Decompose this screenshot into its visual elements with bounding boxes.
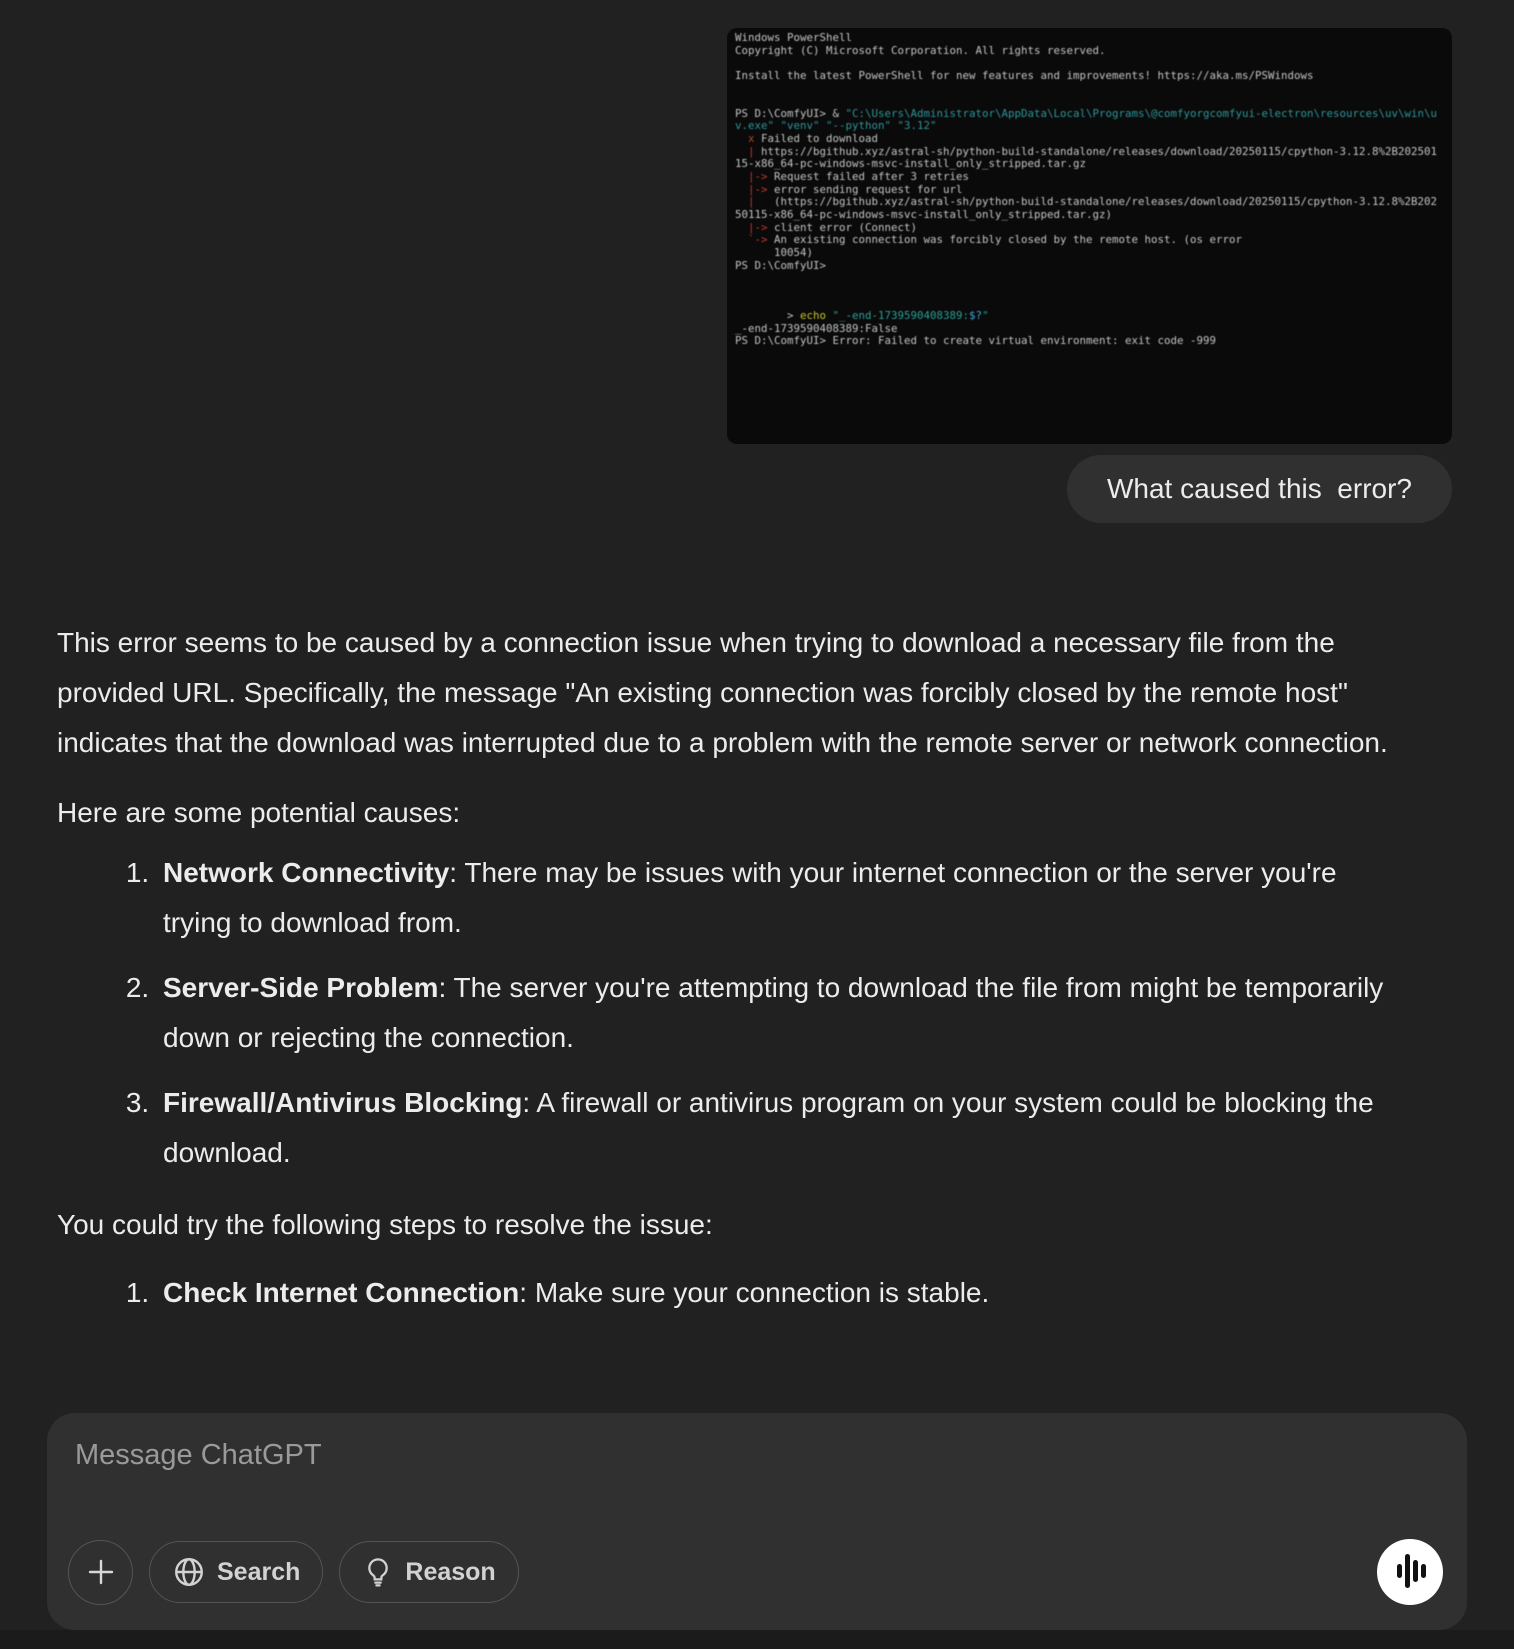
terminal-line: |-> error sending request for url bbox=[735, 182, 963, 196]
composer-toolbar bbox=[68, 1539, 1443, 1605]
search-button-label: Search bbox=[217, 1557, 301, 1586]
user-message-bubble bbox=[1067, 455, 1452, 523]
message-input[interactable]: Message ChatGPT bbox=[75, 1439, 322, 1471]
terminal-line: Install the latest PowerShell for new features and improvements! https://aka.ms/PSWindows bbox=[735, 68, 1314, 82]
reason-button[interactable] bbox=[339, 1541, 518, 1603]
search-button[interactable] bbox=[149, 1541, 323, 1603]
list-item: 1. Network Connectivity: There may be issues with your internet connection or the server you're trying to download from. bbox=[157, 848, 1397, 948]
waveform-icon bbox=[1392, 1553, 1428, 1592]
terminal-line bbox=[735, 285, 1444, 298]
user-message-text: What caused this error? bbox=[1106, 473, 1412, 504]
reason-button-label: Reason bbox=[405, 1557, 496, 1586]
causes-heading: Here are some potential causes: bbox=[57, 797, 461, 828]
terminal-line bbox=[735, 83, 1444, 96]
list-item: 2. Server-Side Problem: The server you're attempting to download the file from might be temporarily down or rejecting the connection. bbox=[157, 963, 1397, 1063]
attach-button[interactable] bbox=[68, 1540, 133, 1605]
list-item: 3. Firewall/Antivirus Blocking: A firewall or antivirus program on your system could be blocking the download. bbox=[157, 1078, 1397, 1178]
terminal-line: v.exe" "venv" "--python" "3.12" bbox=[735, 119, 937, 133]
message-composer[interactable] bbox=[47, 1413, 1467, 1630]
terminal-line: |-> Request failed after 3 retries bbox=[735, 170, 970, 184]
terminal-line: | https://bgithub.xyz/astral-sh/python-build-standalone/releases/download/20250115/cpython-3.12.8%2B202501 bbox=[735, 144, 1438, 158]
terminal-line: `-> An existing connection was forcibly closed by the remote host. (os error bbox=[735, 233, 1243, 247]
terminal-line: 15-x86_64-pc-windows-msvc-install_only_stripped.tar.gz bbox=[735, 157, 1087, 171]
assistant-intro-paragraph: This error seems to be caused by a connection issue when trying to download a necessary file from the provided URL. Specifically, the message "An existing connection was forcibly closed by the remote host" indicates that the download was interrupted due to a problem with the remote server or network connection. bbox=[57, 627, 1388, 758]
terminal-line: PS D:\ComfyUI> & "C:\Users\Administrator\AppData\Local\Programs\@comfyorgcomfyui-electron\resources\uv\win\u bbox=[735, 106, 1438, 120]
terminal-line: |-> client error (Connect) bbox=[735, 220, 918, 234]
terminal-output bbox=[735, 32, 1444, 348]
terminal-line: PS D:\ComfyUI> bbox=[735, 258, 827, 272]
terminal-screenshot-attachment[interactable] bbox=[727, 28, 1452, 444]
assistant-message bbox=[57, 618, 1397, 1333]
terminal-line: | (https://bgithub.xyz/astral-sh/python-build-standalone/releases/download/20250115/cpython-3.12.8%2B202 bbox=[735, 195, 1438, 209]
terminal-line: 10054) bbox=[735, 245, 814, 259]
terminal-line: Copyright (C) Microsoft Corporation. All rights reserved. bbox=[735, 43, 1106, 57]
steps-list bbox=[57, 1268, 1397, 1318]
page-bottom-edge bbox=[0, 1630, 1514, 1649]
terminal-line: Windows PowerShell bbox=[735, 31, 853, 44]
terminal-line bbox=[735, 272, 1444, 285]
list-item: 1. Check Internet Connection: Make sure your connection is stable. bbox=[157, 1268, 1397, 1318]
causes-list bbox=[57, 848, 1397, 1178]
terminal-line: PS D:\ComfyUI> Error: Failed to create virtual environment: exit code -999 bbox=[735, 334, 1217, 348]
globe-icon bbox=[172, 1555, 206, 1589]
voice-mode-button[interactable] bbox=[1377, 1539, 1443, 1605]
steps-heading: You could try the following steps to resolve the issue: bbox=[57, 1209, 713, 1240]
terminal-line: > echo "_-end-1739590408389:$?" bbox=[735, 309, 989, 323]
plus-icon bbox=[86, 1557, 116, 1587]
terminal-line: 50115-x86_64-pc-windows-msvc-install_only_stripped.tar.gz) bbox=[735, 207, 1113, 221]
lightbulb-icon bbox=[362, 1556, 394, 1588]
terminal-line: _-end-1739590408389:False bbox=[735, 321, 898, 335]
terminal-line: x Failed to download bbox=[735, 132, 879, 146]
